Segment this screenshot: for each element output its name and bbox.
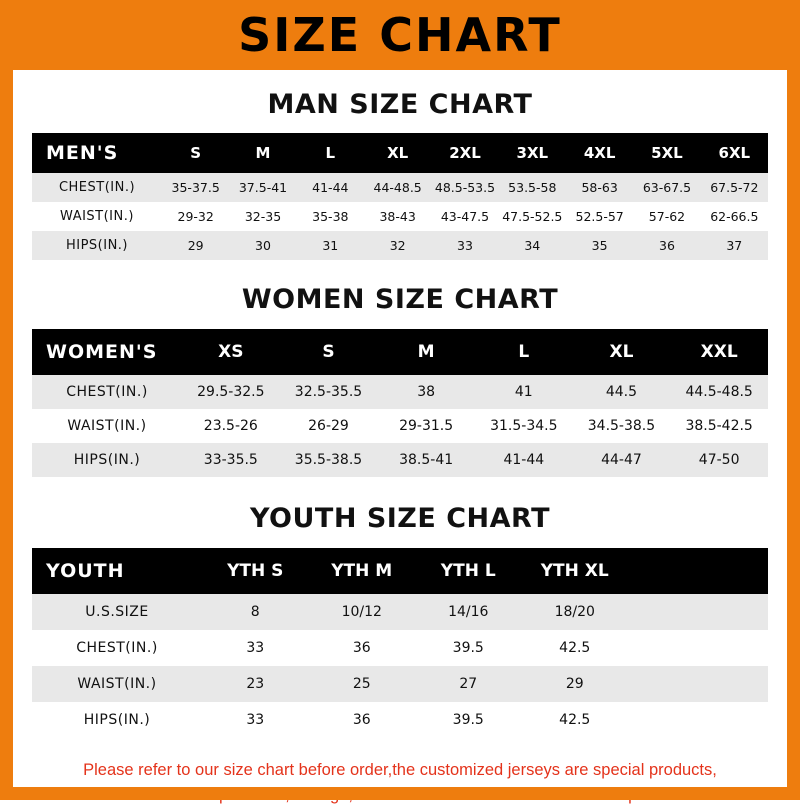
cell: 38.5-42.5 [670,409,768,443]
youth-table-header [32,548,768,594]
women-header-cell: XL [573,329,671,375]
man-header-cell: S [162,133,229,173]
row-label: CHEST(IN.) [32,375,182,409]
cell: 62-66.5 [701,202,768,231]
row-label: HIPS(IN.) [32,231,162,260]
women-header-cell: L [475,329,573,375]
youth-header-cell: YTH S [202,548,309,594]
cell: 44-47 [573,443,671,477]
page-title: SIZE CHART [238,8,562,62]
cell-empty [628,702,768,738]
row-label: CHEST(IN.) [32,630,202,666]
man-table-body [32,173,768,260]
cell: 23 [202,666,309,702]
cell: 38 [377,375,475,409]
man-header-cell: 4XL [566,133,633,173]
women-section-title: WOMEN SIZE CHART [241,284,559,315]
cell-empty [628,594,768,630]
cell: 33 [431,231,498,260]
cell: 39.5 [415,702,522,738]
man-size-table [32,133,768,260]
women-header-label: WOMEN'S [32,329,182,375]
man-header-cell: M [229,133,296,173]
women-table-header [32,329,768,375]
table-row [32,173,768,202]
women-header-cell: M [377,329,475,375]
cell: 36 [309,702,416,738]
table-row [32,202,768,231]
table-row [32,666,768,702]
table-row [32,443,768,477]
cell: 29 [522,666,629,702]
cell: 67.5-72 [701,173,768,202]
row-label: HIPS(IN.) [32,443,182,477]
cell: 41 [475,375,573,409]
cell: 37 [701,231,768,260]
table-header-row [32,133,768,173]
cell: 42.5 [522,630,629,666]
cell: 37.5-41 [229,173,296,202]
women-header-cell: XS [182,329,280,375]
cell: 31 [297,231,364,260]
youth-header-cell: YTH XL [522,548,629,594]
cell: 8 [202,594,309,630]
cell: 29 [162,231,229,260]
page-banner [0,0,800,70]
table-row [32,409,768,443]
women-header-cell: S [280,329,378,375]
cell: 32-35 [229,202,296,231]
man-header-cell: 3XL [499,133,566,173]
policy-note-line-1: Please refer to our size chart before order,the customized jerseys are special products, [83,761,717,779]
cell: 32.5-35.5 [280,375,378,409]
cell: 26-29 [280,409,378,443]
bottom-accent-bar [13,787,800,800]
cell: 53.5-58 [499,173,566,202]
table-row [32,231,768,260]
man-header-cell: L [297,133,364,173]
cell: 29.5-32.5 [182,375,280,409]
cell: 33 [202,702,309,738]
youth-size-table [32,548,768,738]
cell-empty [628,666,768,702]
cell: 25 [309,666,416,702]
table-header-row [32,548,768,594]
cell: 29-32 [162,202,229,231]
row-label: WAIST(IN.) [32,409,182,443]
cell: 36 [633,231,700,260]
cell: 35-37.5 [162,173,229,202]
cell-empty [628,630,768,666]
cell: 42.5 [522,702,629,738]
cell: 44-48.5 [364,173,431,202]
policy-note [32,758,768,808]
cell: 36 [309,630,416,666]
man-header-cell: 2XL [431,133,498,173]
cell: 31.5-34.5 [475,409,573,443]
women-header-cell: XXL [670,329,768,375]
cell: 58-63 [566,173,633,202]
cell: 47-50 [670,443,768,477]
cell: 44.5-48.5 [670,375,768,409]
table-row [32,630,768,666]
youth-header-cell-empty [628,548,768,594]
cell: 57-62 [633,202,700,231]
cell: 33-35.5 [182,443,280,477]
row-label: WAIST(IN.) [32,666,202,702]
chart-content [13,89,787,808]
youth-table-body [32,594,768,738]
man-section-title: MAN SIZE CHART [267,89,533,120]
cell: 35-38 [297,202,364,231]
cell: 18/20 [522,594,629,630]
cell: 23.5-26 [182,409,280,443]
cell: 44.5 [573,375,671,409]
man-header-cell: 6XL [701,133,768,173]
cell: 10/12 [309,594,416,630]
cell: 33 [202,630,309,666]
cell: 30 [229,231,296,260]
cell: 47.5-52.5 [499,202,566,231]
cell: 63-67.5 [633,173,700,202]
row-label: WAIST(IN.) [32,202,162,231]
man-table-header [32,133,768,173]
cell: 29-31.5 [377,409,475,443]
youth-section-title: YOUTH SIZE CHART [249,503,551,534]
cell: 39.5 [415,630,522,666]
youth-header-cell: YTH L [415,548,522,594]
cell: 41-44 [475,443,573,477]
cell: 14/16 [415,594,522,630]
man-header-cell: XL [364,133,431,173]
cell: 52.5-57 [566,202,633,231]
cell: 38.5-41 [377,443,475,477]
cell: 27 [415,666,522,702]
youth-header-label: YOUTH [32,548,202,594]
table-row [32,702,768,738]
table-header-row [32,329,768,375]
cell: 41-44 [297,173,364,202]
cell: 35.5-38.5 [280,443,378,477]
row-label: CHEST(IN.) [32,173,162,202]
man-header-label: MEN'S [32,133,162,173]
cell: 38-43 [364,202,431,231]
man-header-cell: 5XL [633,133,700,173]
youth-header-cell: YTH M [309,548,416,594]
cell: 48.5-53.5 [431,173,498,202]
women-table-body [32,375,768,477]
row-label: U.S.SIZE [32,594,202,630]
cell: 32 [364,231,431,260]
table-row [32,594,768,630]
row-label: HIPS(IN.) [32,702,202,738]
cell: 34 [499,231,566,260]
women-size-table [32,329,768,477]
cell: 43-47.5 [431,202,498,231]
cell: 35 [566,231,633,260]
cell: 34.5-38.5 [573,409,671,443]
table-row [32,375,768,409]
